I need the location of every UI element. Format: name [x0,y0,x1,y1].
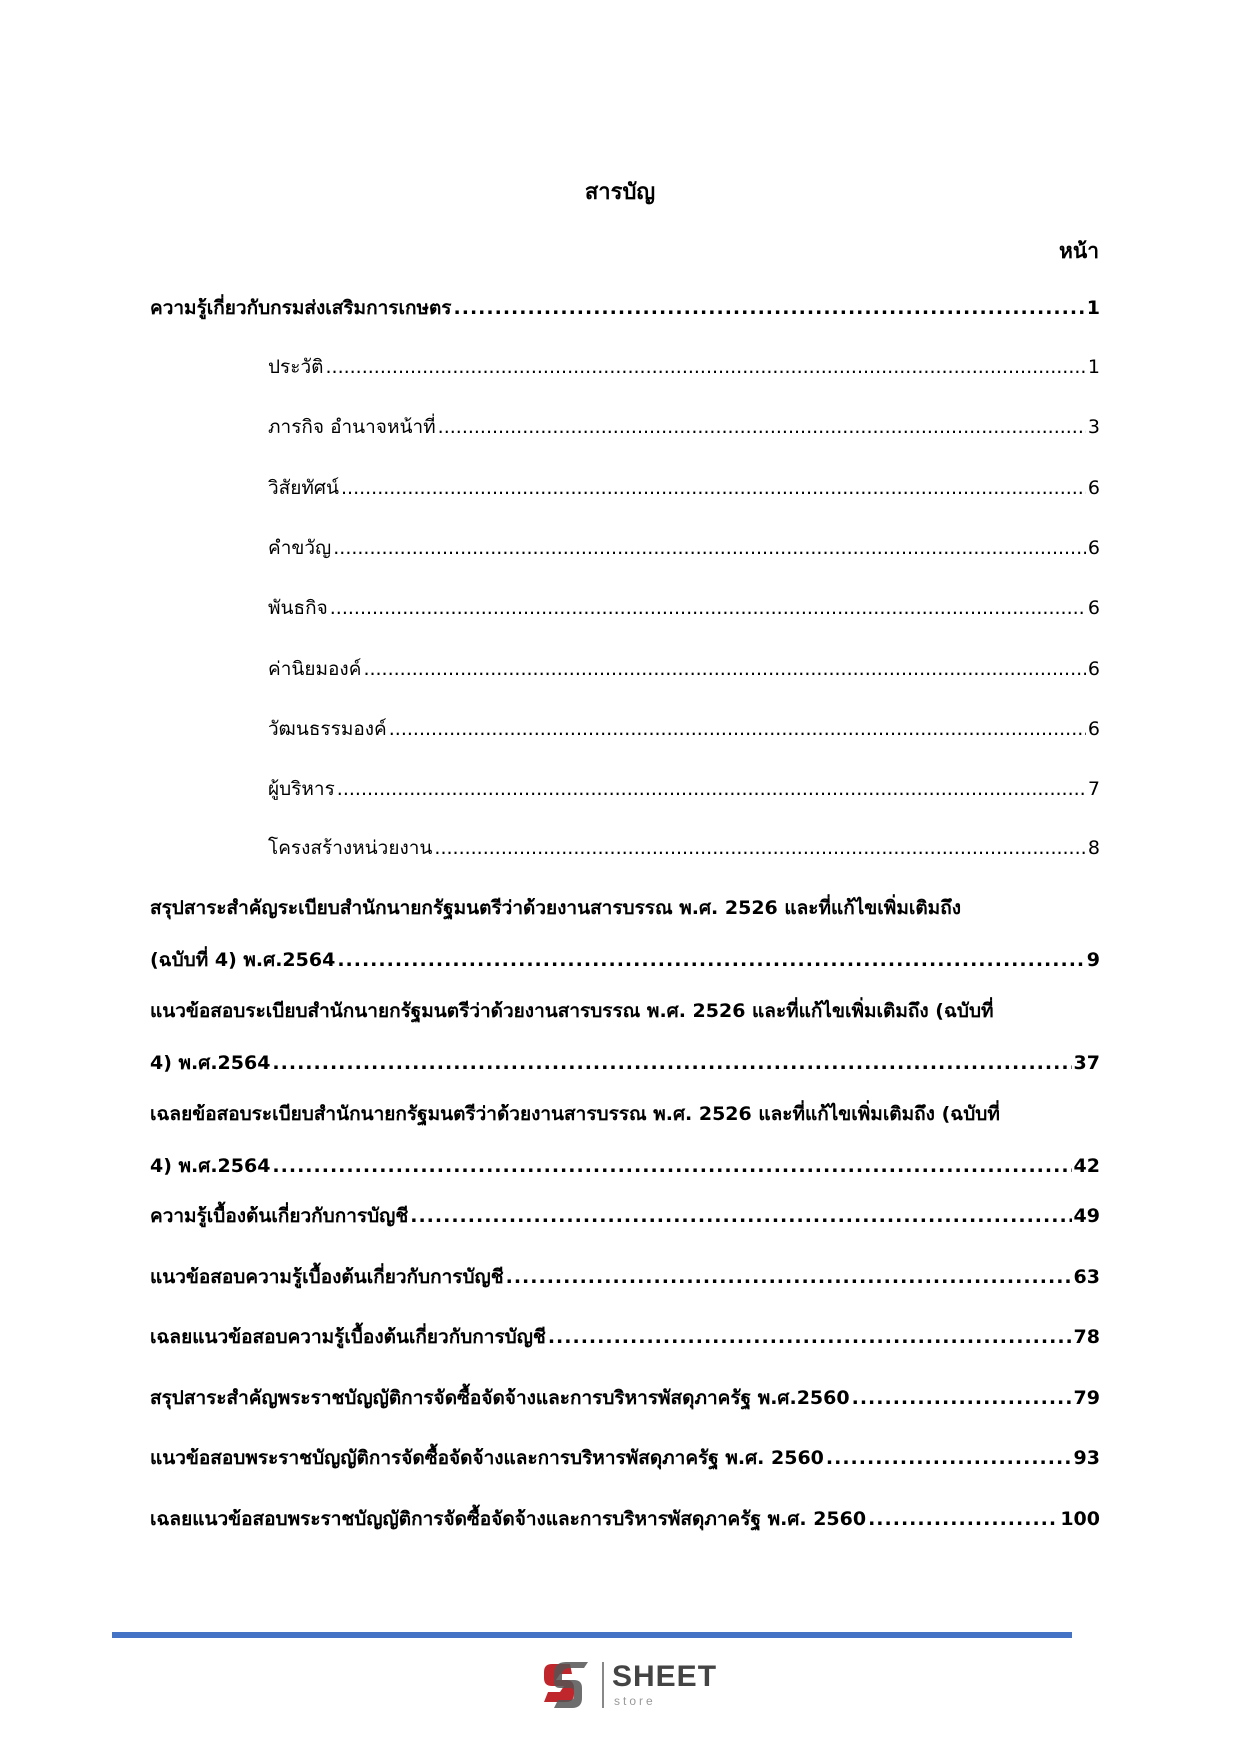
toc-entry-page: 6 [1087,718,1100,740]
toc-entry-page: 6 [1087,537,1100,559]
toc-entry-text: สรุปสาระสำคัญพระราชบัญญัติการจัดซื้อจัดจ้างและการบริหารพัสดุภาครัฐ พ.ศ.2560 [150,1387,850,1409]
toc-entry [268,341,1100,393]
toc-entry-page: 1 [1086,297,1100,319]
toc-entry [268,401,1100,453]
toc-entry-page: 9 [1086,949,1100,971]
toc-entry [268,582,1100,634]
toc-entry-text: ผู้บริหาร [268,778,335,800]
footer-divider-bar [112,1632,1072,1638]
toc-entry-page: 6 [1087,597,1100,619]
toc-entry-text: พันธกิจ [268,597,328,619]
leader-dots [333,522,1086,574]
leader-dots [389,703,1086,755]
leader-dots [506,1251,1072,1303]
leader-dots [272,1037,1071,1089]
leader-dots [868,1493,1058,1545]
toc-entry-page: 49 [1073,1205,1100,1227]
toc-entry-page: 78 [1073,1326,1100,1348]
leader-dots [438,401,1086,453]
toc-entry [268,522,1100,574]
toc-entry-text: ประวัติ [268,356,324,378]
toc-entry-page: 3 [1087,416,1100,438]
toc-entry-page: 7 [1087,778,1100,800]
toc-entry-first-line: สรุปสาระสำคัญระเบียบสำนักนายกรัฐมนตรีว่าด้วยงานสารบรรณ พ.ศ. 2526 และที่แก้ไขเพิ่มเติมถึง [150,897,961,919]
toc-entry-text: ความรู้เบื้องต้นเกี่ยวกับการบัญชี [150,1205,409,1227]
toc-entry-page: 79 [1073,1387,1100,1409]
toc-entry [150,1432,1100,1484]
toc-entry-text: ความรู้เกี่ยวกับกรมส่งเสริมการเกษตร [150,297,452,319]
page-column-label: หน้า [1059,239,1099,263]
leader-dots [454,282,1085,334]
leader-dots [325,341,1085,393]
toc-entry-page: 100 [1060,1508,1100,1530]
leader-dots [341,462,1086,514]
leader-dots [548,1311,1072,1363]
toc-entry [150,1311,1100,1363]
toc-entry-text: โครงสร้างหน่วยงาน [268,837,433,859]
toc-entry-page: 93 [1073,1447,1100,1469]
leader-dots [330,582,1086,634]
toc-entry-page: 8 [1087,837,1100,859]
toc-entry [268,822,1100,874]
toc-title: สารบัญ [584,180,656,205]
leader-dots [434,822,1086,874]
toc-entry [150,1251,1100,1303]
toc-entry-text: ภารกิจ อำนาจหน้าที่ [268,416,436,438]
toc-entry-text: แนวข้อสอบความรู้เบื้องต้นเกี่ยวกับการบัญชี [150,1266,504,1288]
toc-entry-text: ค่านิยมองค์ [268,658,362,680]
toc-entry-page: 63 [1073,1266,1100,1288]
toc-entry-page: 6 [1087,658,1100,680]
toc-entry-text: วิสัยทัศน์ [268,477,339,499]
toc-entry [268,462,1100,514]
leader-dots [826,1432,1072,1484]
logo-text: SHEET [612,1660,718,1693]
toc-entry [150,882,1100,986]
toc-entry [150,1372,1100,1424]
toc-entry-page: 42 [1073,1155,1100,1177]
toc-entry [150,1493,1100,1545]
toc-entry-text: 4) พ.ศ.2564 [150,1052,271,1074]
toc-entry-text: เฉลยแนวข้อสอบความรู้เบื้องต้นเกี่ยวกับการบัญชี [150,1326,546,1348]
toc-entry-text: คำขวัญ [268,537,332,559]
toc-entry-first-line: แนวข้อสอบระเบียบสำนักนายกรัฐมนตรีว่าด้วยงานสารบรรณ พ.ศ. 2526 และที่แก้ไขเพิ่มเติมถึง (ฉบับที่ [150,1000,994,1022]
leader-dots [410,1190,1071,1242]
toc-entry [268,763,1100,815]
leader-dots [337,934,1084,986]
toc-entry-first-line: เฉลยข้อสอบระเบียบสำนักนายกรัฐมนตรีว่าด้วยงานสารบรรณ พ.ศ. 2526 และที่แก้ไขเพิ่มเติมถึง (ฉบับที่ [150,1103,1000,1125]
toc-entry [150,1190,1100,1242]
toc-entry-text: แนวข้อสอบพระราชบัญญัติการจัดซื้อจัดจ้างและการบริหารพัสดุภาครัฐ พ.ศ. 2560 [150,1447,824,1469]
toc-entry [268,643,1100,695]
toc-entry [150,985,1100,1089]
leader-dots [852,1372,1072,1424]
toc-entry-text: (ฉบับที่ 4) พ.ศ.2564 [150,949,336,971]
toc-entry [150,1088,1100,1192]
toc-entry [150,282,1100,334]
leader-dots [337,763,1086,815]
toc-entry-text: วัฒนธรรมองค์ [268,718,387,740]
toc-entry [268,703,1100,755]
logo-divider [602,1662,604,1708]
toc-entry-page: 1 [1087,356,1100,378]
toc-entry-text: 4) พ.ศ.2564 [150,1155,271,1177]
leader-dots [363,643,1085,695]
toc-entry-text: เฉลยแนวข้อสอบพระราชบัญญัติการจัดซื้อจัดจ้างและการบริหารพัสดุภาครัฐ พ.ศ. 2560 [150,1508,867,1530]
toc-entry-page: 37 [1073,1052,1100,1074]
logo-subtext: store [614,1694,656,1708]
leader-dots [272,1140,1071,1192]
toc-entry-page: 6 [1087,477,1100,499]
